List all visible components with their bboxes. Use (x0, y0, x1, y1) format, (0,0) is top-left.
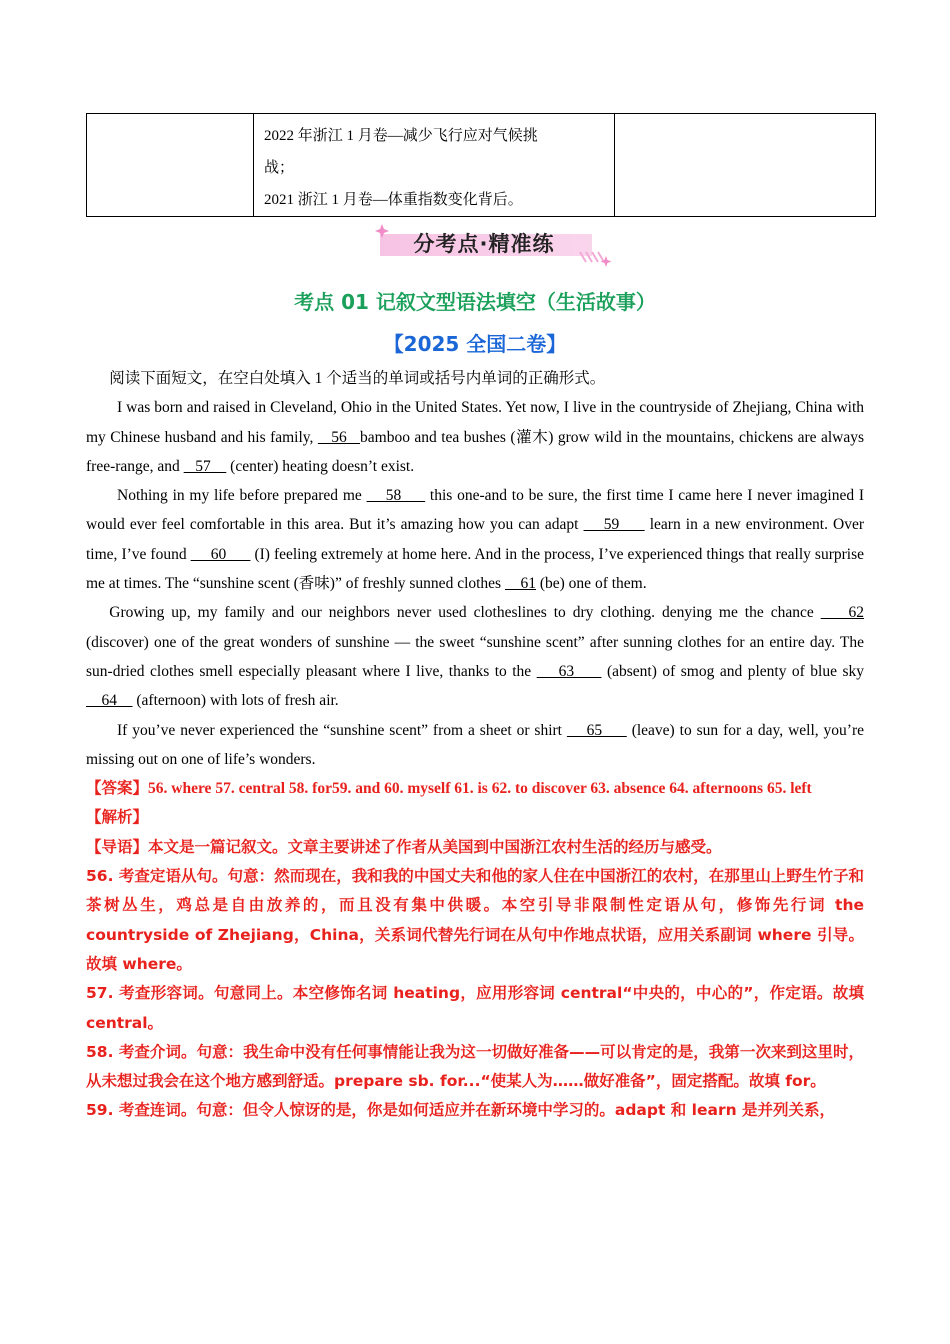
blank-63: 63 (536, 662, 602, 680)
passage-text: I was born and raised in Cleveland, Ohio in the United States. Yet now, I live in the countryside of Zhejiang, China with my Chinese husband and his family, (86, 399, 864, 446)
analysis-text: 59. 考查连词。句意：但令人惊讶的是，你是如何适应并在新环境中学习的。adapt 和 learn 是并列关系， (86, 1101, 836, 1120)
passage-text: learn in a new environment. Over time, I’ve found (86, 516, 865, 563)
blank-62: 62 (820, 604, 864, 622)
source-line: 战； (264, 160, 295, 176)
blank-59: 59 (583, 516, 645, 534)
passage-text: (leave) to sun for a day, well, you’re missing out on one of life’s wonders. (86, 721, 865, 768)
blank-56: 56 (317, 428, 361, 446)
answer-line (86, 774, 864, 803)
passage-text: (center) heating doesn’t exist. (226, 457, 415, 475)
passage-paragraph-3 (86, 598, 864, 715)
analysis-label-text: 【解析】 (86, 808, 149, 827)
intro-label: 【导语】 (86, 837, 149, 856)
analysis-q58 (86, 1038, 864, 1097)
answer-label: 【答案】 (86, 779, 149, 798)
passage-paragraph-2 (86, 481, 864, 598)
passage-text: (discover) one of the great wonders of sunshine — the sweet “sunshine scent” after sunning clothes for an entire day. The sun-dried clothes smell especially pleasant where I live, thanks to the (86, 633, 864, 680)
blank-60: 60 (190, 545, 251, 563)
document-body (86, 364, 864, 1126)
passage-text: Nothing in my life before prepared me (117, 487, 367, 505)
analysis-text: 57. 考查形容词。句意同上。本空修饰名词 heating，应用形容词 central“中央的，中心的”，作定语。故填 central。 (86, 984, 864, 1032)
passage-text: (be) one of them. (535, 575, 647, 593)
section-subtitle: 【2025 全国二卷】 (383, 332, 567, 356)
passage-text: If you’ve never experienced the “sunshine scent” from a sheet or shirt (117, 721, 567, 739)
section-banner (374, 222, 616, 268)
passage-paragraph-1 (86, 393, 864, 481)
passage-text: (I) feeling extremely at home here. And in the process, I’ve experienced things that really surprise me at times. The “sunshine scent (香味)” of freshly sunned clothes (86, 545, 864, 593)
analysis-q57 (86, 979, 864, 1038)
analysis-q59 (86, 1096, 864, 1125)
intro-text: 本文是一篇记叙文。文章主要讲述了作者从美国到中国浙江农村生活的经历与感受。 (148, 837, 722, 856)
passage-text: (afternoon) with lots of fresh air. (132, 692, 339, 710)
passage-text: this one-and to be sure, the first time I came here I never imagined I would ever feel comfortable in this area. But it’s amazing how you can adapt (86, 487, 865, 534)
table-cell-sources (254, 114, 615, 217)
analysis-text: 56. 考查定语从句。句意：然而现在，我和我的中国丈夫和他的家人住在中国浙江的农村，在那里山上野生竹子和茶树丛生，鸡总是自由放养的，而且没有集中供暖。本空引导非限制性定语从句，修饰先行词 the countryside of Zhejiang，China，关系词代替先行词在从句中作地点状语，应用关系副词 where 引导。故填 where。 (86, 867, 864, 973)
blank-65: 65 (566, 721, 627, 739)
source-line: 2021 浙江 1 月卷—体重指数变化背后。 (264, 192, 523, 208)
analysis-text: 58. 考查介词。句意：我生命中没有任何事情能让我为这一切做好准备——可以肯定的是，我第一次来到这里时，从未想过我会在这个地方感到舒适。prepare sb. for...“使某人为……做好准备”，固定搭配。故填 for。 (86, 1042, 864, 1091)
passage-text: (absent) of smog and plenty of blue sky (601, 662, 865, 680)
blank-64: 64 (86, 692, 133, 710)
source-table (86, 113, 876, 217)
table-cell-left (87, 114, 254, 217)
analysis-label (86, 803, 864, 832)
source-line: 2022 年浙江 1 月卷—减少飞行应对气候挑 (264, 128, 538, 144)
analysis-q56 (86, 862, 864, 979)
blank-58: 58 (366, 487, 426, 505)
table-cell-right (615, 114, 876, 217)
answer-text: 56. where 57. central 58. for59. and 60. myself 61. is 62. to discover 63. absence 64. afternoons 65. left (148, 780, 812, 798)
passage-paragraph-4 (86, 716, 864, 775)
banner-text: 分考点·精准练 (413, 232, 555, 256)
blank-61: 61 (504, 575, 536, 593)
analysis-intro (86, 833, 864, 862)
section-title: 考点 01 记叙文型语法填空（生活故事） (294, 290, 656, 314)
passage-text: bamboo and tea bushes (灌木) grow wild in the mountains, chickens are always free-range, and (86, 428, 865, 475)
instructions: 阅读下面短文，在空白处填入 1 个适当的单词或括号内单词的正确形式。 (109, 370, 606, 387)
passage-text: Growing up, my family and our neighbors never used clotheslines to dry clothing. denying me the chance (109, 604, 821, 622)
blank-57: 57 (183, 457, 227, 475)
